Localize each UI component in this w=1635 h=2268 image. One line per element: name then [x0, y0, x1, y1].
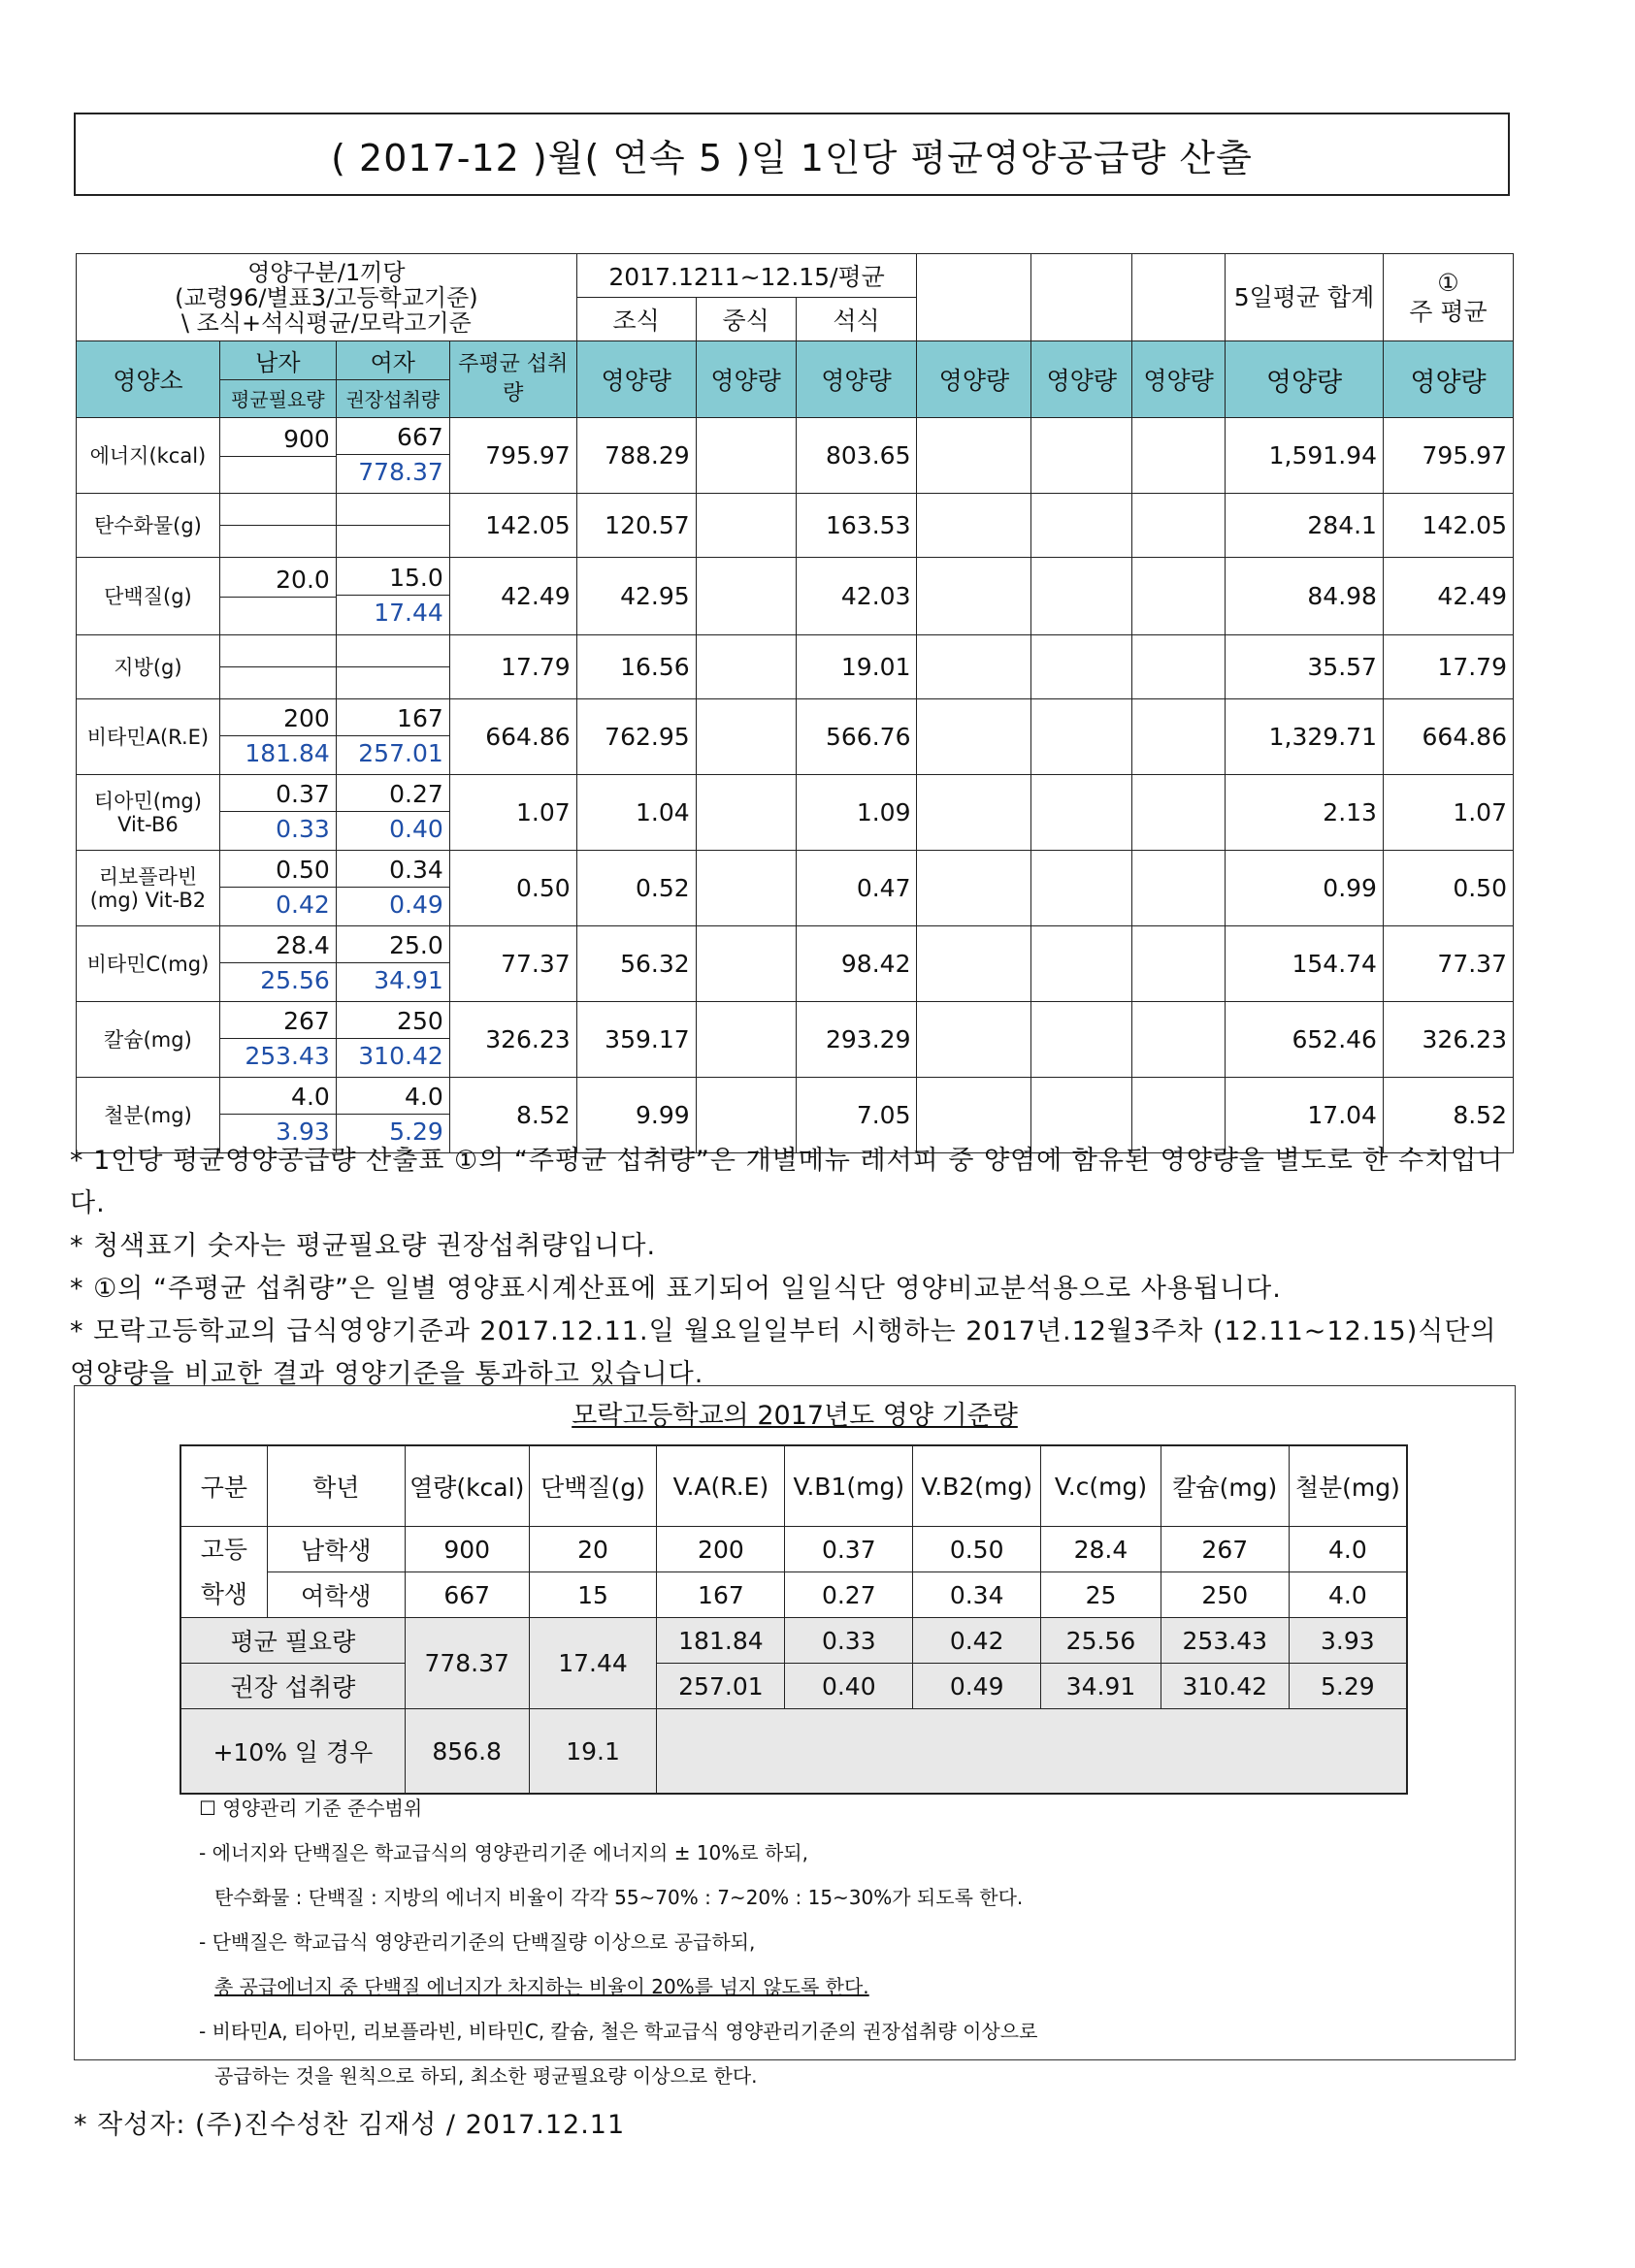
std-cell: 200: [657, 1527, 785, 1572]
std-header: V.B1(mg): [785, 1445, 913, 1527]
breakfast-value: 16.56: [576, 635, 696, 699]
avg-need-value: 0.50: [220, 854, 336, 888]
nutrient-name: 탄수화물(g): [77, 494, 220, 558]
dinner-value: 163.53: [796, 494, 917, 558]
table-row: [77, 494, 1514, 558]
blue-value: 17.44: [374, 599, 443, 627]
std-cell: 0.49: [913, 1664, 1041, 1709]
rule-line: - 에너지와 단백질은 학교급식의 영양관리기준 에너지의 ± 10%로 하되,: [199, 1841, 808, 1864]
col-amount: 영양량: [796, 341, 917, 418]
empty-cell: [1031, 699, 1132, 775]
blue-value: [220, 526, 336, 557]
table-row: [77, 1002, 1514, 1078]
breakfast-value: 56.32: [576, 926, 696, 1002]
lunch-value: [696, 699, 796, 775]
std-header: 구분: [180, 1445, 267, 1527]
avg-need-value: 20.0: [220, 564, 336, 598]
std-avg-need-label: 평균 필요량: [180, 1618, 405, 1664]
note-1: * 1인당 평균영양공급량 산출표 ①의 “주평균 섭취량”은 개별메뉴 레서피 중 양염에 함유된 영양량을 별도로 한 수치입니다.: [70, 1146, 1504, 1218]
week-intake-value: 77.37: [449, 926, 576, 1002]
recommend-value: 667: [337, 421, 449, 455]
dinner-value: 42.03: [796, 558, 917, 635]
recommend-value: 250: [337, 1005, 449, 1039]
meal-lunch: 중식: [696, 298, 796, 341]
female-values: [336, 494, 449, 558]
empty-cell: [1132, 494, 1226, 558]
blue-value: 778.37: [358, 458, 443, 486]
std-header: 칼슘(mg): [1161, 1445, 1289, 1527]
empty-cell: [1132, 775, 1226, 851]
rule-line: 탄수화물 : 단백질 : 지방의 에너지 비율이 각각 55~70% : 7~20% : 15~30%가 되도록 한다.: [214, 1886, 1024, 1909]
std-cell: 34.91: [1041, 1664, 1161, 1709]
std-header: 단백질(g): [529, 1445, 657, 1527]
male-values: [219, 851, 336, 926]
col-nutrient: 영양소: [77, 341, 220, 418]
sum5-value: 284.1: [1226, 494, 1384, 558]
week-avg-header: ① 주 평균: [1383, 254, 1513, 341]
blue-value: 310.42: [358, 1042, 443, 1070]
table-row: [77, 699, 1514, 775]
col-avg-need: 평균필요량: [219, 379, 336, 418]
nutrient-name: 비타민C(mg): [77, 926, 220, 1002]
std-cell: 900: [405, 1527, 529, 1572]
male-values: [219, 635, 336, 699]
std-header: V.A(R.E): [657, 1445, 785, 1527]
week-intake-value: 664.86: [449, 699, 576, 775]
breakfast-value: 1.04: [576, 775, 696, 851]
avg-need-value: 4.0: [220, 1081, 336, 1115]
avg-need-value: 200: [220, 702, 336, 736]
breakfast-value: 0.52: [576, 851, 696, 926]
std-cell: 남학생: [267, 1527, 405, 1572]
standard-box: [74, 1385, 1516, 2088]
col-male: 남자: [219, 341, 336, 380]
col-female: 여자: [336, 341, 449, 380]
sum5-value: 0.99: [1226, 851, 1384, 926]
week-avg-value: 0.50: [1383, 851, 1513, 926]
male-values: [219, 699, 336, 775]
meal-breakfast: 조식: [576, 298, 696, 341]
sum5-value: 1,329.71: [1226, 699, 1384, 775]
empty-cell: [1132, 418, 1226, 494]
nutrient-name: 리보플라빈(mg) Vit-B2: [77, 851, 220, 926]
blue-value: 0.49: [389, 891, 443, 919]
nutrient-name: 비타민A(R.E): [77, 699, 220, 775]
avg-need-value: 900: [220, 423, 336, 457]
std-cell: 250: [1161, 1572, 1289, 1618]
male-values: [219, 418, 336, 494]
blue-value: [337, 526, 449, 557]
female-values: [336, 418, 449, 494]
blue-value: 181.84: [245, 739, 330, 767]
lunch-value: [696, 558, 796, 635]
note-3: * ①의 “주평균 섭취량”은 일별 영양표시계산표에 표기되어 일일식단 영양비교분석용으로 사용됩니다.: [70, 1274, 1282, 1304]
female-values: [336, 926, 449, 1002]
female-values: [336, 1002, 449, 1078]
std-cell: 4.0: [1289, 1527, 1407, 1572]
breakfast-value: 42.95: [576, 558, 696, 635]
empty-cell: [917, 851, 1031, 926]
sum5-value: 35.57: [1226, 635, 1384, 699]
std-header: 열량(kcal): [405, 1445, 529, 1527]
blue-value: [220, 667, 336, 698]
week-intake-value: 17.79: [449, 635, 576, 699]
std-cell: 0.37: [785, 1527, 913, 1572]
empty-cell: [917, 418, 1031, 494]
std-group-label: 고등 학생: [180, 1527, 267, 1618]
dinner-value: 7.05: [796, 1078, 917, 1153]
week-avg-value: 664.86: [1383, 699, 1513, 775]
avg-need-value: [220, 494, 336, 526]
male-values: [219, 926, 336, 1002]
lunch-value: [696, 494, 796, 558]
dinner-value: 0.47: [796, 851, 917, 926]
std-cell: 여학생: [267, 1572, 405, 1618]
empty-cell: [1031, 558, 1132, 635]
dinner-value: 803.65: [796, 418, 917, 494]
week-intake-value: 142.05: [449, 494, 576, 558]
avg-need-value: [220, 635, 336, 667]
dinner-value: 98.42: [796, 926, 917, 1002]
recommend-value: 4.0: [337, 1081, 449, 1115]
author-line: * 작성자: (주)진수성찬 김재성 / 2017.12.11: [74, 2110, 626, 2140]
breakfast-value: 762.95: [576, 699, 696, 775]
empty-cell: [917, 1002, 1031, 1078]
week-avg-value: 795.97: [1383, 418, 1513, 494]
recommend-value: 25.0: [337, 929, 449, 963]
std-cell: 0.50: [913, 1527, 1041, 1572]
table-row: [77, 926, 1514, 1002]
sum5-value: 84.98: [1226, 558, 1384, 635]
std-cell: 167: [657, 1572, 785, 1618]
week-intake-value: 795.97: [449, 418, 576, 494]
std-merged-energy: 778.37: [405, 1618, 529, 1709]
table-row: [77, 635, 1514, 699]
table-row: [77, 418, 1514, 494]
blue-value: 0.33: [276, 815, 330, 843]
dinner-value: 566.76: [796, 699, 917, 775]
recommend-value: 0.27: [337, 778, 449, 812]
week-avg-value: 8.52: [1383, 1078, 1513, 1153]
std-cell: 5.29: [1289, 1664, 1407, 1709]
std-header: V.B2(mg): [913, 1445, 1041, 1527]
blue-value: 0.42: [276, 891, 330, 919]
lunch-value: [696, 926, 796, 1002]
page-title: ( 2017-12 )월( 연속 5 )일 1인당 평균영양공급량 산출: [74, 113, 1510, 196]
std-recommend-label: 권장 섭취량: [180, 1664, 405, 1709]
female-values: [336, 851, 449, 926]
female-values: [336, 699, 449, 775]
std-cell: 3.93: [1289, 1618, 1407, 1664]
meal-dinner: 석식: [796, 298, 917, 341]
std-cell: 0.27: [785, 1572, 913, 1618]
nutrition-table: [76, 253, 1514, 1153]
nutrient-name: 철분(mg): [77, 1078, 220, 1153]
sum5-value: 652.46: [1226, 1002, 1384, 1078]
std-plus10-protein: 19.1: [529, 1709, 657, 1795]
notes: [70, 1140, 1525, 1396]
col-amount: 영양량: [1132, 341, 1226, 418]
empty-cell: [1031, 635, 1132, 699]
std-cell: 15: [529, 1572, 657, 1618]
blue-value: 253.43: [245, 1042, 330, 1070]
nutrient-name: 지방(g): [77, 635, 220, 699]
recommend-value: [337, 494, 449, 526]
dinner-value: 1.09: [796, 775, 917, 851]
nutrient-name: 에너지(kcal): [77, 418, 220, 494]
std-cell: 253.43: [1161, 1618, 1289, 1664]
female-values: [336, 775, 449, 851]
sum5-value: 2.13: [1226, 775, 1384, 851]
std-cell: 267: [1161, 1527, 1289, 1572]
col-amount: 영양량: [917, 341, 1031, 418]
blue-value: 25.56: [260, 966, 330, 994]
empty-cell: [1132, 851, 1226, 926]
std-header: 철분(mg): [1289, 1445, 1407, 1527]
empty-cell: [917, 699, 1031, 775]
blue-value: 0.40: [389, 815, 443, 843]
rule-line: 공급하는 것을 원칙으로 하되, 최소한 평균필요량 이상으로 한다.: [214, 2064, 758, 2088]
dinner-value: 293.29: [796, 1002, 917, 1078]
female-values: [336, 558, 449, 635]
standard-table: [180, 1444, 1408, 1795]
lunch-value: [696, 635, 796, 699]
empty-cell: [1132, 558, 1226, 635]
corner-header: 영양구분/1끼당 (교령96/별표3/고등학교기준) \ 조식+석식평균/모락고기준: [77, 254, 577, 341]
empty-cell: [1031, 851, 1132, 926]
col-amount: 영양량: [1031, 341, 1132, 418]
week-avg-value: 1.07: [1383, 775, 1513, 851]
empty-cell: [1132, 1002, 1226, 1078]
std-plus10-label: +10% 일 경우: [180, 1709, 405, 1795]
rule-line: - 비타민A, 티아민, 리보플라빈, 비타민C, 칼슘, 철은 학교급식 영양관리기준의 권장섭취량 이상으로: [199, 2020, 1038, 2043]
avg-need-value: 28.4: [220, 929, 336, 963]
week-intake-value: 326.23: [449, 1002, 576, 1078]
std-merged-protein: 17.44: [529, 1618, 657, 1709]
week-avg-value: 142.05: [1383, 494, 1513, 558]
col-amount: 영양량: [576, 341, 696, 418]
std-cell: 28.4: [1041, 1527, 1161, 1572]
std-cell: 257.01: [657, 1664, 785, 1709]
week-intake-value: 8.52: [449, 1078, 576, 1153]
empty-cell: [917, 494, 1031, 558]
empty-cell: [1031, 775, 1132, 851]
rule-line: - 단백질은 학교급식 영양관리기준의 단백질량 이상으로 공급하되,: [199, 1930, 756, 1954]
avg5-header: 5일평균 합계: [1226, 254, 1384, 341]
empty-cell: [1132, 699, 1226, 775]
col-amount: 영양량: [1383, 341, 1513, 418]
std-cell: 310.42: [1161, 1664, 1289, 1709]
col-amount: 영양량: [696, 341, 796, 418]
period-header: 2017.1211~12.15/평균: [576, 254, 917, 298]
std-plus10-energy: 856.8: [405, 1709, 529, 1795]
blue-value: [337, 667, 449, 698]
recommend-value: 167: [337, 702, 449, 736]
recommend-value: 0.34: [337, 854, 449, 888]
table-row: [77, 851, 1514, 926]
empty-cell: [1031, 926, 1132, 1002]
week-intake-value: 0.50: [449, 851, 576, 926]
std-cell: 25.56: [1041, 1618, 1161, 1664]
nutrient-name: 단백질(g): [77, 558, 220, 635]
col-recommend: 권장섭취량: [336, 379, 449, 418]
blue-value: 3.93: [276, 1118, 330, 1146]
std-cell: 20: [529, 1527, 657, 1572]
breakfast-value: 120.57: [576, 494, 696, 558]
col-amount: 영양량: [1226, 341, 1384, 418]
lunch-value: [696, 775, 796, 851]
nutrient-name: 칼슘(mg): [77, 1002, 220, 1078]
breakfast-value: 359.17: [576, 1002, 696, 1078]
blue-value: [220, 598, 336, 629]
rules-heading: ☐ 영양관리 기준 준수범위: [199, 1797, 423, 1820]
std-cell: 0.34: [913, 1572, 1041, 1618]
std-cell: 25: [1041, 1572, 1161, 1618]
week-avg-value: 326.23: [1383, 1002, 1513, 1078]
dinner-value: 19.01: [796, 635, 917, 699]
breakfast-value: 9.99: [576, 1078, 696, 1153]
sum5-value: 1,591.94: [1226, 418, 1384, 494]
male-values: [219, 775, 336, 851]
breakfast-value: 788.29: [576, 418, 696, 494]
sum5-value: 17.04: [1226, 1078, 1384, 1153]
blue-value: 257.01: [358, 739, 443, 767]
male-values: [219, 558, 336, 635]
std-cell: 0.33: [785, 1618, 913, 1664]
col-week-intake: 주평균 섭취량: [449, 341, 576, 418]
std-header: V.c(mg): [1041, 1445, 1161, 1527]
std-cell: 0.40: [785, 1664, 913, 1709]
blue-value: 5.29: [389, 1118, 443, 1146]
week-avg-value: 42.49: [1383, 558, 1513, 635]
empty-cell: [1132, 635, 1226, 699]
empty-cell: [917, 558, 1031, 635]
sum5-value: 154.74: [1226, 926, 1384, 1002]
std-cell: 4.0: [1289, 1572, 1407, 1618]
empty-cell: [1031, 418, 1132, 494]
male-values: [219, 1002, 336, 1078]
table-row: [77, 558, 1514, 635]
recommend-value: 15.0: [337, 562, 449, 596]
avg-need-value: 0.37: [220, 778, 336, 812]
avg-need-value: 267: [220, 1005, 336, 1039]
std-header: 학년: [267, 1445, 405, 1527]
standard-title: 모락고등학교의 2017년도 영양 기준량: [572, 1401, 1018, 1431]
blue-value: 34.91: [374, 966, 443, 994]
empty-cell: [1132, 926, 1226, 1002]
empty-cell: [1031, 494, 1132, 558]
nutrient-name: 티아민(mg) Vit-B6: [77, 775, 220, 851]
empty-cell: [917, 635, 1031, 699]
lunch-value: [696, 851, 796, 926]
std-cell: 0.42: [913, 1618, 1041, 1664]
empty-cell: [917, 775, 1031, 851]
male-values: [219, 494, 336, 558]
lunch-value: [696, 1002, 796, 1078]
note-2: * 청색표기 숫자는 평균필요량 권장섭취량입니다.: [70, 1231, 657, 1261]
note-4: * 모락고등학교의 급식영양기준과 2017.12.11.일 월요일일부터 시행하는 2017년.12월3주차 (12.11~12.15)식단의 영양량을 비교한 결과 영양기준을 통과하고 있습니다.: [70, 1316, 1497, 1389]
empty-cell: [917, 926, 1031, 1002]
rule-line: 총 공급에너지 중 단백질 에너지가 차지하는 비율이 20%를 넘지 않도록 한다.: [214, 1975, 869, 1998]
empty-cell: [1031, 1002, 1132, 1078]
rules: [199, 1786, 1402, 2098]
female-values: [336, 635, 449, 699]
std-cell: 181.84: [657, 1618, 785, 1664]
week-intake-value: 1.07: [449, 775, 576, 851]
week-avg-value: 77.37: [1383, 926, 1513, 1002]
lunch-value: [696, 418, 796, 494]
recommend-value: [337, 635, 449, 667]
std-cell: 667: [405, 1572, 529, 1618]
table-row: [77, 775, 1514, 851]
blue-value: [220, 457, 336, 488]
week-intake-value: 42.49: [449, 558, 576, 635]
week-avg-value: 17.79: [1383, 635, 1513, 699]
